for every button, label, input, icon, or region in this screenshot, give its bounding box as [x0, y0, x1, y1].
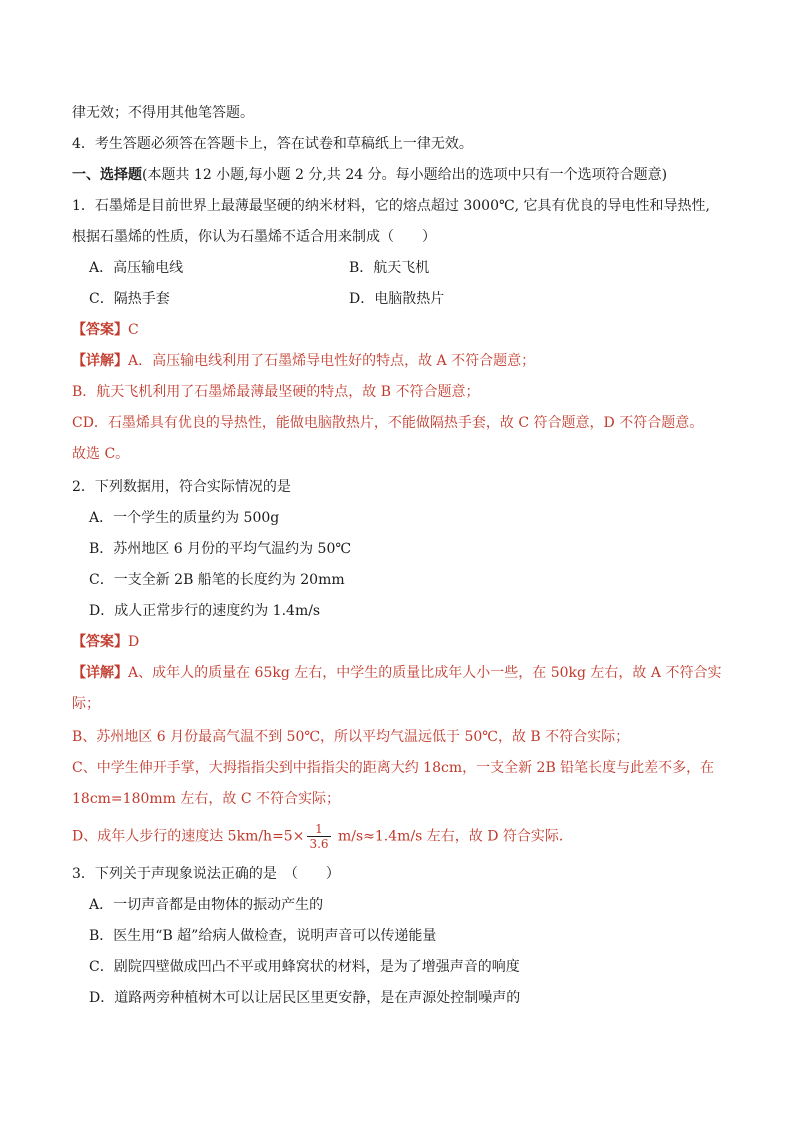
q2-detail-2: B、苏州地区 6 月份最高气温不到 50℃，所以平均气温远低于 50℃，故 B 不符合实际； [72, 729, 630, 745]
q3-option-c: C．剧院四壁做成凹凸不平或用蜂窝状的材料，是为了增强声音的响度 [89, 959, 520, 975]
q1-stem-b: 根据石墨烯的性质，你认为石墨烯不适合用来制成（ ） [72, 229, 436, 245]
q1-conclusion: 故选 C。 [72, 446, 130, 462]
fraction-denominator: 3.6 [309, 837, 329, 851]
q1-option-b: B．航天飞机 [349, 260, 430, 276]
q1-options-row-1 [89, 258, 734, 278]
q2-answer-label: 【答案】 [72, 634, 128, 650]
q1-answer-value: C [128, 322, 139, 338]
section-desc: (本题共 12 小题,每小题 2 分,共 24 分。每小题给出的选项中只有一个选项符合题意) [142, 167, 668, 183]
q2-option-b: B．苏州地区 6 月份的平均气温约为 50℃ [89, 541, 352, 557]
q3-option-b: B．医生用“B 超”给病人做检查，说明声音可以传递能量 [89, 928, 437, 944]
q1-option-d: D．电脑散热片 [349, 291, 445, 307]
fraction-numerator: 1 [307, 822, 330, 837]
q2-detail-4 [72, 822, 734, 851]
q2-option-d: D．成人正常步行的速度约为 1.4m/s [89, 603, 321, 619]
q2-detail-3b: 18cm=180mm 左右，故 C 不符合实际； [72, 791, 340, 807]
intro-line-1: 律无效；不得用其他笔答题。 [72, 105, 254, 121]
q2-detail-1b: 际； [72, 696, 100, 712]
q2-option-c: C．一支全新 2B 船笔的长度约为 20mm [89, 572, 345, 588]
q1-answer [72, 320, 734, 340]
q3-option-d: D．道路两旁种植树木可以让居民区里更安静，是在声源处控制噪声的 [89, 990, 521, 1006]
section-title: 一、选择题 [72, 167, 142, 183]
q1-detail-2: B．航天飞机利用了石墨烯最薄最坚硬的特点，故 B 不符合题意； [72, 384, 480, 400]
q2-stem: 2．下列数据用，符合实际情况的是 [72, 479, 291, 495]
q1-detail-1 [72, 351, 734, 371]
q1-detail-label: 【详解】 [72, 353, 128, 369]
q1-detail-1-text: A．高压输电线利用了石墨烯导电性好的特点，故 A 不符合题意； [128, 353, 536, 369]
section-heading [72, 165, 734, 185]
q2-detail-label: 【详解】 [72, 665, 128, 681]
q1-answer-label: 【答案】 [72, 322, 128, 338]
intro-line-2: 4．考生答题必须答在答题卡上，答在试卷和草稿纸上一律无效。 [72, 136, 473, 152]
q3-option-a: A．一切声音都是由物体的振动产生的 [89, 897, 324, 913]
q2-answer-value: D [128, 634, 140, 650]
q1-option-a: A．高压输电线 [89, 260, 184, 276]
q2-detail-1a-text: A、成年人的质量在 65kg 左右，中学生的质量比成年人小一些，在 50kg 左右，故 A 不符合实 [128, 665, 722, 681]
q2-answer [72, 632, 734, 652]
q2-detail-1a [72, 663, 734, 683]
q2-detail-3a: C、中学生伸开手掌，大拇指指尖到中指指尖的距离大约 18cm，一支全新 2B 铅笔长度与此差不多，在 [72, 760, 715, 776]
q1-stem-a: 1．石墨烯是目前世界上最薄最坚硬的纳米材料，它的熔点超过 3000℃, 它具有优良的导电性和导热性, [72, 198, 710, 214]
q2-detail-4-post: m/s≈1.4m/s 左右，故 D 符合实际． [333, 828, 573, 845]
q1-options-row-2 [89, 289, 734, 309]
q3-stem: 3．下列关于声现象说法正确的是 （ ） [72, 866, 340, 882]
q2-option-a: A．一个学生的质量约为 500g [89, 510, 280, 526]
q1-detail-3: CD．石墨烯具有优良的导热性，能做电脑散热片，不能做隔热手套，故 C 符合题意，D 不符合题意。 [72, 415, 704, 431]
q1-option-c: C．隔热手套 [89, 291, 170, 307]
q2-detail-4-pre: D、成年人步行的速度达 5km/h=5× [72, 828, 305, 845]
fraction [307, 822, 330, 851]
